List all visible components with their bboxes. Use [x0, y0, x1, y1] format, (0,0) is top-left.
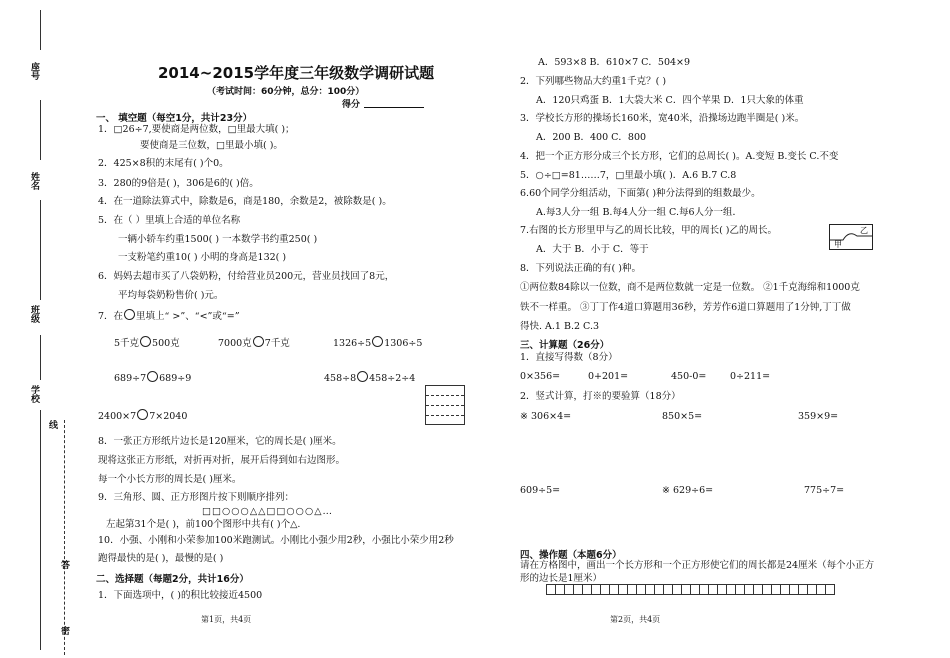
section1-heading: 一、 填空题（每空1分，共计23分） [96, 113, 253, 124]
calc-item: 359×9= [798, 411, 839, 422]
calc-item: ※ 306×4= [520, 411, 572, 422]
choice-q6: 6.60个同学分组活动，下面第( )种分法得到的组数最少。 [520, 188, 761, 199]
q8-line: 每一个小长方形的周长是( )厘米。 [98, 474, 242, 485]
compare-circle-icon[interactable] [137, 409, 148, 420]
name-label: 姓名 [29, 172, 39, 190]
school-label: 学校 [29, 385, 39, 403]
yi-label: 乙 [860, 226, 868, 235]
q8-line: 现将这张正方形纸，对折再对折，展开后得到如右边图形。 [98, 455, 346, 466]
q9-line: 9．三角形、圆、正方形图片按下则顺序排列： [98, 492, 295, 503]
op-instruction: 形的边长是1厘米） [520, 573, 603, 584]
choice-q3-options: A．200 B．400 C．800 [536, 132, 647, 143]
binding-margin [0, 0, 80, 658]
compare-item: 689÷7 689÷9 [114, 373, 192, 384]
section4-heading: 四、操作题（本题6分） [520, 550, 622, 561]
compare-circle-icon[interactable] [124, 309, 135, 320]
calc-item: 0÷211= [730, 371, 771, 382]
choice-q1-options: A．593×8 B．610×7 C．504×9 [538, 57, 691, 68]
calc-item: 609÷5= [520, 485, 561, 496]
compare-circle-icon[interactable] [140, 336, 151, 347]
choice-q8-text: 得快. A.1 B.2 C.3 [520, 321, 600, 332]
q9-pattern: □□○○○△△□□○○○△… [202, 506, 334, 517]
compare-item: 2400×7 7×2040 [98, 411, 188, 422]
q9-line: 左起第31个是( )，前100个图形中共有( )个△. [106, 519, 301, 530]
choice-q5: 5．○÷□=81……7，□里最小填( )．A.6 B.7 C.8 [520, 170, 737, 181]
score-label: 得分 [342, 100, 361, 110]
calc-item: 450-0= [671, 371, 707, 382]
op-instruction: 请在方格图中，画出一个长方形和一个正方形使它们的周长都是24厘米（每个小正方 [520, 560, 875, 571]
margin-rule [40, 335, 41, 380]
compare-item: 7000克 7千克 [218, 338, 290, 349]
q1-line: 要使商是三位数，□里最小填( )。 [140, 140, 283, 151]
margin-rule [40, 100, 41, 160]
calc-item: 775÷7= [804, 485, 845, 496]
choice-q4: 4．把一个正方形分成三个长方形，它们的总周长( )。A.变短 B.变长 C.不变 [520, 151, 839, 162]
q10-line: 跑得最快的是( )，最慢的是( ) [98, 553, 224, 564]
page-footer-left: 第1页，共4页 [201, 615, 252, 624]
compare-circle-icon[interactable] [372, 336, 383, 347]
q6-line: 6．妈妈去超市买了八袋奶粉，付给营业员200元，营业员找回了8元， [98, 271, 395, 282]
grid-cell[interactable] [825, 584, 835, 595]
choice-q8-text: ①两位数84除以一位数，商不是两位数就一定是一位数。 ②1千克海绵和1000克 [520, 282, 860, 293]
margin-rule [40, 10, 41, 50]
folded-paper-figure [425, 385, 465, 425]
compare-circle-icon[interactable] [147, 371, 158, 382]
q7-text: 7．在 [98, 311, 124, 322]
q4-line: 4．在一道除法算式中，除数是6，商是180，余数是2，被除数是( )。 [98, 196, 392, 207]
q7-line [98, 309, 240, 323]
calc-item: 0×356= [520, 371, 561, 382]
compare-item: 1326÷5 1306÷5 [333, 338, 423, 349]
section3-heading: 三、计算题（26分） [520, 340, 610, 351]
compare-item: 5千克 500克 [114, 338, 180, 349]
binding-line-char: 答 [59, 560, 69, 569]
score-blank[interactable] [364, 107, 424, 108]
q5-line: 一辆小轿车约重1500( ) 一本数学书约重250( ) [118, 234, 318, 245]
dashed-binding-line [64, 420, 65, 655]
binding-line-char: 密 [59, 626, 69, 635]
calc-item: 850×5= [662, 411, 703, 422]
q6-line: 平均每袋奶粉售价( )元。 [118, 290, 224, 301]
section2-heading: 二、选择题（每题2分，共计16分） [96, 574, 249, 585]
choice-q8-text: 铁不一样重。 ③丁丁作4道口算题用36秒，芳芳作6道口算题用了1分钟,丁丁做 [520, 302, 851, 313]
calc-item: 0+201= [588, 371, 629, 382]
q1-line: 1．□26÷7,要使商是两位数，□里最大填( )； [98, 124, 295, 135]
choice-q7: 7.右图的长方形里甲与乙的周长比较，甲的周长( )乙的周长。 [520, 225, 777, 236]
q7-text: 里填上“ >”、“<”或“=” [136, 311, 240, 322]
choice-q1: 1．下面选项中，( )的积比较接近4500 [98, 590, 263, 601]
exam-info: （考试时间：60分钟，总分：100分） [207, 87, 365, 97]
q5-line: 5．在（ ）里填上合适的单位名称 [98, 215, 241, 226]
q5-line: 一支粉笔约重10( ) 小明的身高是132( ) [118, 252, 287, 263]
q10-line: 10．小强、小刚和小荣参加100米跑测试。小刚比小强少用2秒，小强比小荣少用2秒 [98, 535, 454, 546]
jia-yi-rectangle-figure [829, 224, 873, 250]
q8-line: 8．一张正方形纸片边长是120厘米，它的周长是( )厘米。 [98, 436, 342, 447]
choice-q8: 8．下列说法正确的有( )种。 [520, 263, 641, 274]
jia-label: 甲 [834, 240, 842, 249]
choice-q3: 3．学校长方形的操场长160米，宽40米，沿操场边跑半圈是( )米。 [520, 113, 805, 124]
q2-line: 2．425×8积的末尾有( )个0。 [98, 158, 229, 169]
q3-line: 3．280的9倍是( )，306是6的( )倍。 [98, 178, 259, 189]
calc-q1: 1．直接写得数（8分） [520, 352, 618, 363]
choice-q2: 2．下列哪些物品大约重1千克？( ) [520, 76, 667, 87]
drawing-grid[interactable] [546, 584, 834, 595]
class-label: 班级 [29, 305, 39, 323]
compare-item: 458÷8 458÷2÷4 [324, 373, 416, 384]
choice-q6-options: A.每3人分一组 B.每4人分一组 C.每6人分一组． [536, 207, 743, 218]
page-footer-right: 第2页，共4页 [610, 615, 661, 624]
compare-circle-icon[interactable] [253, 336, 264, 347]
choice-q7-options: A．大于 B．小于 C．等于 [536, 244, 649, 255]
seat-label: 座号 [29, 62, 39, 80]
exam-title: 2014~2015学年度三年级数学调研试题 [158, 64, 435, 82]
calc-q2: 2．竖式计算，打※的要验算（18分） [520, 391, 681, 402]
margin-rule [40, 200, 41, 300]
choice-q2-options: A．120只鸡蛋 B．1大袋大米 C．四个苹果 D．1只大象的体重 [536, 95, 804, 106]
calc-item: ※ 629÷6= [662, 485, 714, 496]
binding-line-char: 线 [47, 420, 57, 429]
compare-circle-icon[interactable] [357, 371, 368, 382]
margin-rule [40, 410, 41, 650]
